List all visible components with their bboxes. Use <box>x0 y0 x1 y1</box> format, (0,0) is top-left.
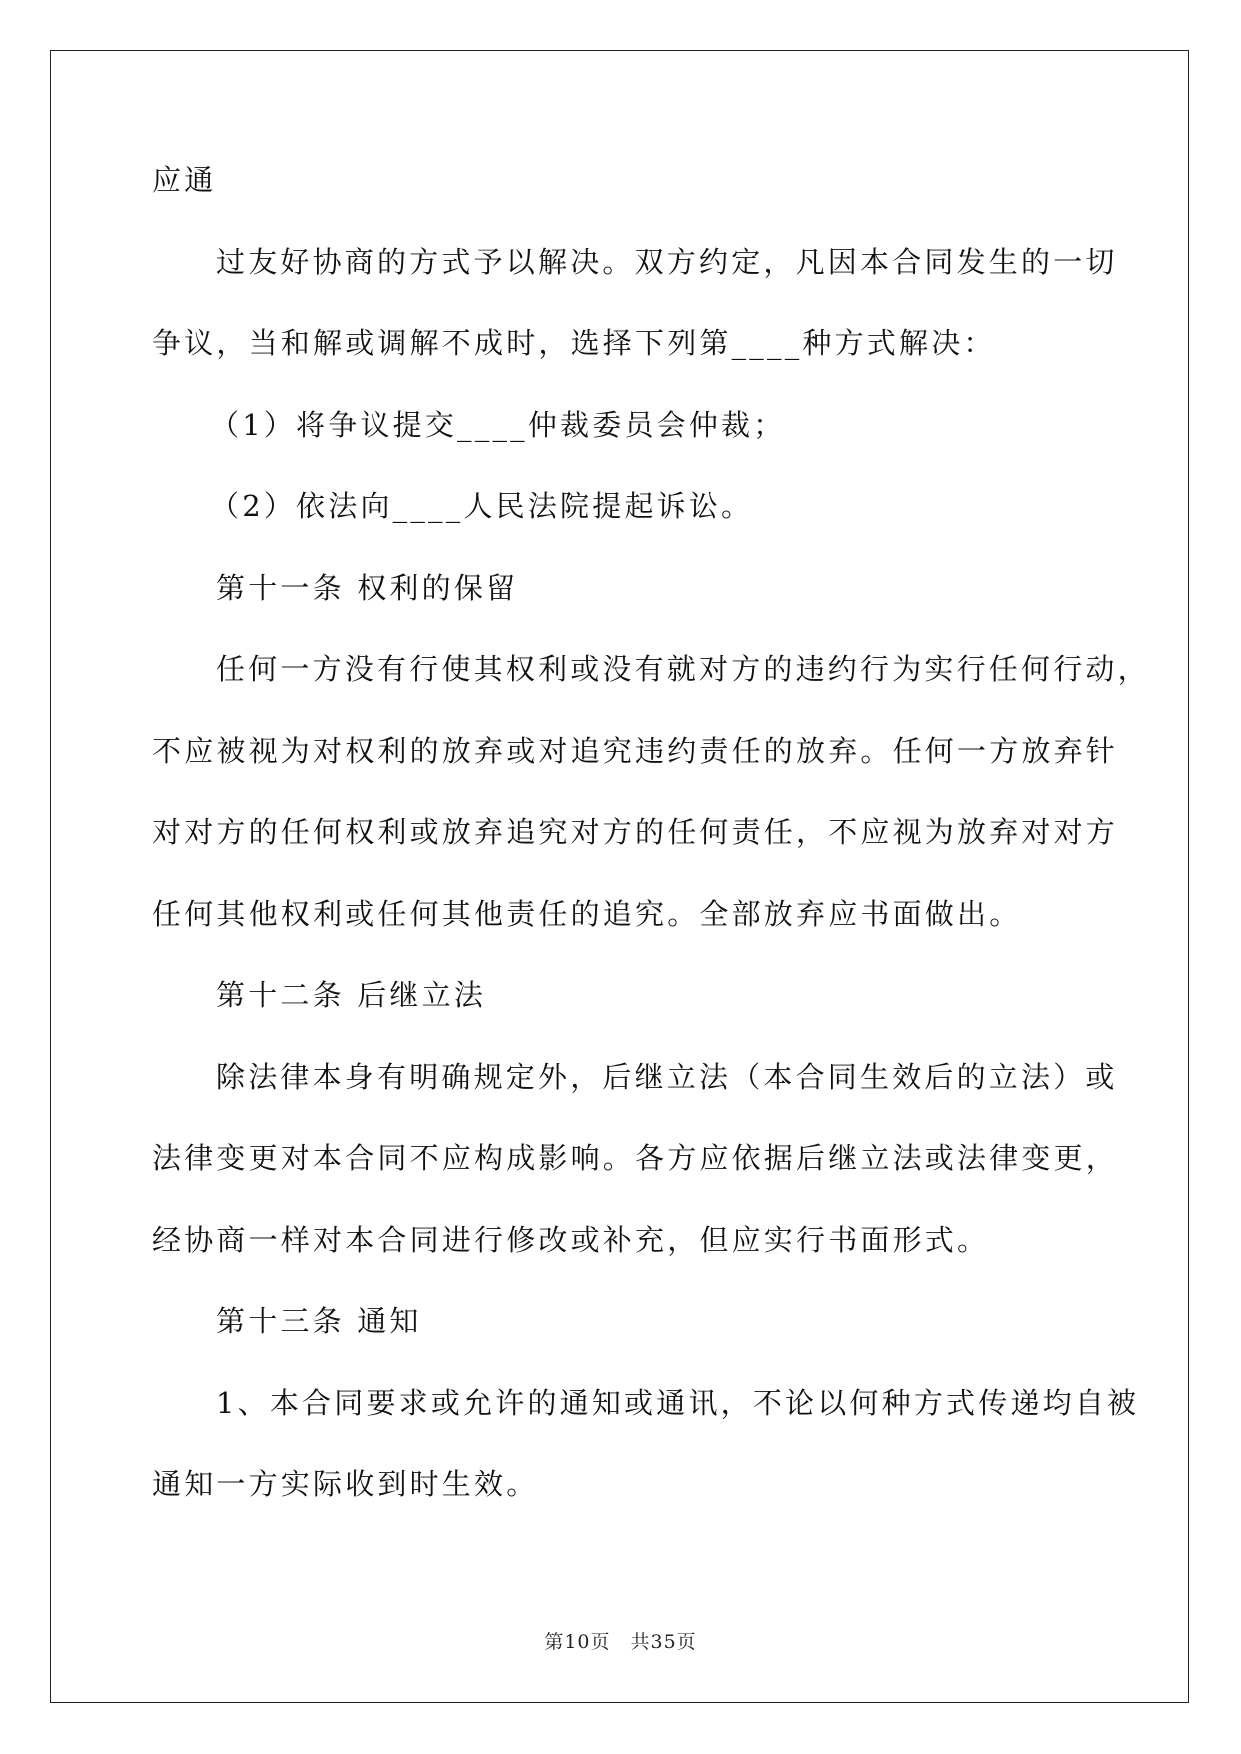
text-line: 不应被视为对权利的放弃或对追究违约责任的放弃。任何一方放弃针 <box>152 733 1119 768</box>
text-line: 1、本合同要求或允许的通知或通讯，不论以何种方式传递均自被 <box>216 1385 1140 1420</box>
text-line: 过友好协商的方式予以解决。双方约定，凡因本合同发生的一切 <box>216 244 1118 279</box>
section-heading: 第十一条 权利的保留 <box>216 570 519 605</box>
text-line: 法律变更对本合同不应构成影响。各方应依据后继立法或法律变更， <box>152 1141 1119 1175</box>
text-line: 除法律本身有明确规定外，后继立法（本合同生效后的立法）或 <box>216 1059 1118 1094</box>
text-line: 任何一方没有行使其权利或没有就对方的违约行为实行任何行动， <box>216 652 1150 686</box>
section-heading: 第十三条 通知 <box>216 1304 422 1338</box>
text-line: 经协商一样对本合同进行修改或补充，但应实行书面形式。 <box>152 1222 990 1257</box>
list-item: （2）依法向____人民法院提起诉讼。 <box>210 489 754 523</box>
text-line: 任何其他权利或任何其他责任的追究。全部放弃应书面做出。 <box>152 896 1022 931</box>
document-body <box>152 160 1150 1546</box>
page-number: 第10页 共35页 <box>544 1631 697 1653</box>
list-item: （1）将争议提交____仲裁委员会仲裁； <box>210 407 786 442</box>
text-line: 应通 <box>152 163 217 197</box>
text-line: 争议，当和解或调解不成时，选择下列第____种方式解决： <box>152 326 996 360</box>
text-line: 通知一方实际收到时生效。 <box>152 1467 539 1501</box>
section-heading: 第十二条 后继立法 <box>216 978 487 1012</box>
text-line: 对对方的任何权利或放弃追究对方的任何责任，不应视为放弃对对方 <box>152 815 1119 849</box>
